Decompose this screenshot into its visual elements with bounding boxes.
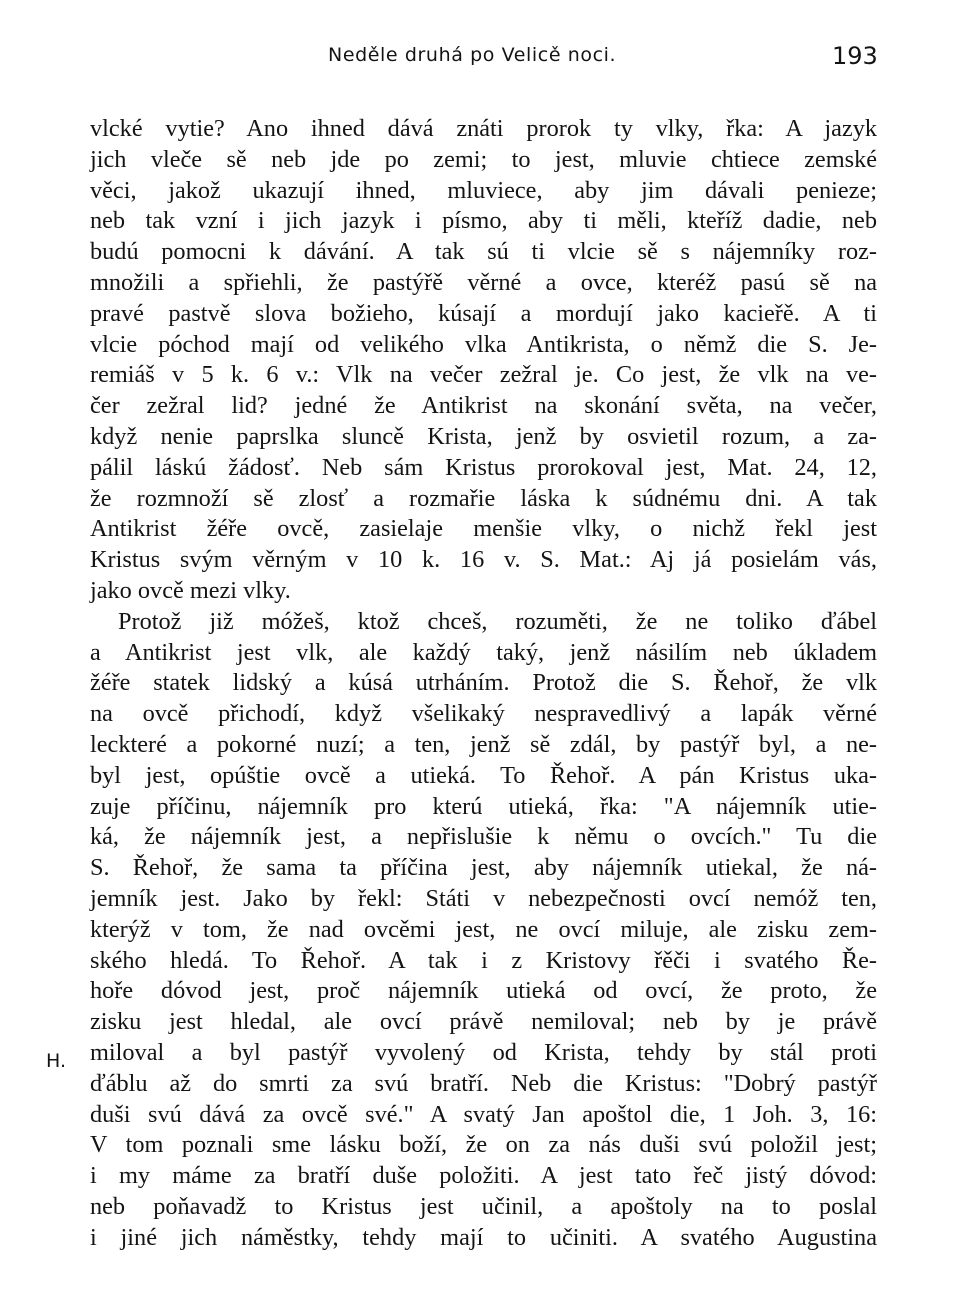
running-head: [0, 38, 960, 74]
text-line: S. Řehoř, že sama ta příčina jest, aby nájemník utiekal, že ná-: [90, 854, 877, 882]
text-line: i my máme za bratří duše položiti. A jest tato řeč jistý dóvod:: [90, 1162, 877, 1190]
text-line: Antikrist žéře ovcě, zasielaje menšie vlky, o nichž řekl jest: [90, 515, 877, 543]
running-title: Neděle druhá po Velicě noci.: [328, 44, 617, 66]
page-number: 193: [832, 42, 878, 70]
text-line: neb tak vzní i jich jazyk i písmo, aby ti měli, kteříž dadie, neb: [90, 207, 877, 235]
text-line: když nenie paprslka sluncě Krista, jenž by osvietil rozum, a za-: [90, 422, 877, 450]
text-line: duši svú dává za ovcě své." A svatý Jan apoštol die, 1 Joh. 3, 16:: [90, 1100, 877, 1128]
text-line: i jiné jich náměstky, tehdy mají to učiniti. A svatého Augustina: [90, 1223, 877, 1251]
text-line: ďáblu až do smrti za svú bratří. Neb die Kristus: "Dobrý pastýř: [90, 1069, 877, 1097]
text-line: žéře statek lidský a kúsá utrháním. Protož die S. Řehoř, že vlk: [90, 669, 877, 697]
text-line: na ovcě přichodí, když všelikaký nespravedlivý a lapák věrné: [90, 700, 877, 728]
text-line: zuje příčinu, nájemník pro kterú utieká, řka: "A nájemník utie-: [90, 792, 877, 820]
text-line: leckteré a pokorné nuzí; a ten, jenž sě zdál, by pastýř byl, a ne-: [90, 730, 877, 758]
text-line: jemník jest. Jako by řekl: Státi v nebezpečnosti ovcí nemóž ten,: [90, 884, 877, 912]
text-line: zisku jest hledal, ale ovcí právě nemiloval; neb by je právě: [90, 1008, 877, 1036]
text-line: množili a spřiehli, že pastýřě věrné a ovce, kteréž pasú sě na: [90, 268, 877, 296]
text-line: a Antikrist jest vlk, ale každý taký, jenž násilím neb úkladem: [90, 638, 877, 666]
text-line: Kristus svým věrným v 10 k. 16 v. S. Mat.: Aj já posielám vás,: [90, 546, 877, 574]
body-text: [90, 114, 877, 1253]
text-line: remiáš v 5 k. 6 v.: Vlk na večer zežral je. Co jest, že vlk na ve-: [90, 361, 877, 389]
text-line: byl jest, opúštie ovcě a utieká. To Řehoř. A pán Kristus uka-: [90, 761, 877, 789]
text-line: budú pomocni k dávání. A tak sú ti vlcie sě s nájemníky roz-: [90, 238, 877, 266]
text-line: pravé pastvě slova božieho, kúsají a mordují jako kacieřě. A ti: [90, 299, 877, 327]
text-line: čer zežral lid? jedné že Antikrist na skonání světa, na večer,: [90, 392, 877, 420]
text-line: kterýž v tom, že nad ovcěmi jest, ne ovcí miluje, ale zisku zem-: [90, 915, 877, 943]
paragraph-first-line: Protož již móžeš, ktož chceš, rozuměti, že ne toliko ďábel: [118, 607, 877, 635]
text-line: vlcké vytie? Ano ihned dává znáti prorok ty vlky, řka: A jazyk: [90, 115, 877, 142]
text-line: ského hledá. To Řehoř. A tak i z Kristovy řěči i svatého Ře-: [90, 946, 877, 974]
text-line: jich vleče sě neb jde po zemi; to jest, mluvie chtiece zemské: [90, 145, 877, 173]
text-line: hoře dóvod jest, proč nájemník utieká od ovcí, že proto, že: [90, 977, 877, 1005]
text-line: že rozmnoží sě zlosť a rozmařie láska k súdnému dni. A tak: [90, 484, 877, 512]
text-line: ká, že nájemník jest, a nepřislušie k němu o ovcích." Tu die: [90, 823, 877, 851]
text-line: jako ovcě mezi vlky.: [90, 576, 291, 604]
text-line: pálil láskú žádosť. Neb sám Kristus prorokoval jest, Mat. 24, 12,: [90, 453, 877, 481]
text-line: vlcie póchod mají od velikého vlka Antikrista, o němž die S. Je-: [90, 330, 877, 358]
text-line: věci, jakož ukazují ihned, mluviece, aby jim dávali penieze;: [90, 176, 877, 204]
text-line: V tom poznali sme lásku boží, že on za nás duši svú položil jest;: [90, 1131, 877, 1159]
margin-note: H.: [46, 1050, 66, 1072]
text-line: neb poňavadž to Kristus jest učinil, a apoštoly na to poslal: [90, 1192, 877, 1220]
text-line: miloval a byl pastýř vyvolený od Krista, tehdy by stál proti: [90, 1038, 877, 1066]
